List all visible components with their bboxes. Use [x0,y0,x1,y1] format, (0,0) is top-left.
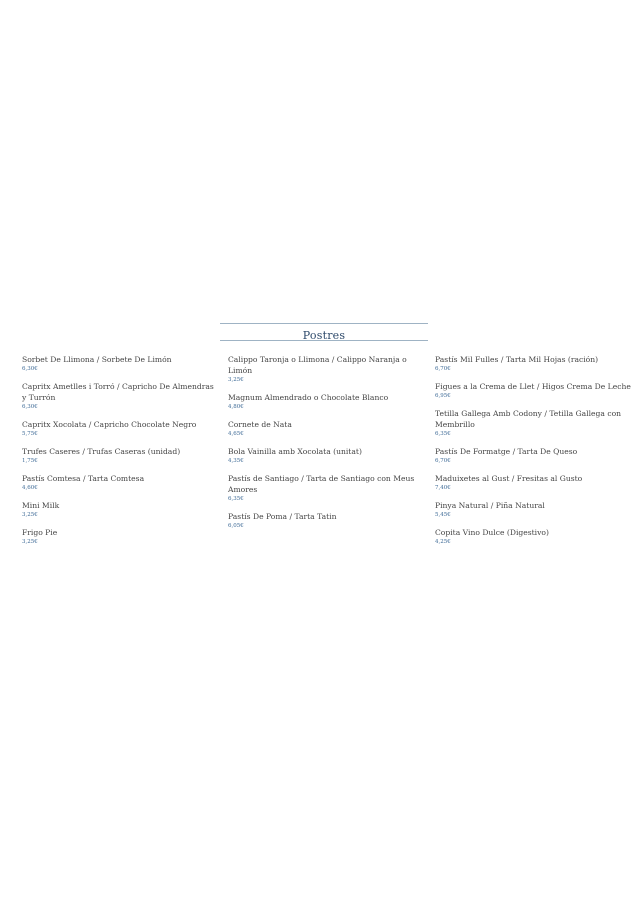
item-price: 6,30€ [22,366,38,372]
menu-column-1 [22,354,218,554]
menu-item [22,419,218,439]
item-name: Maduixetes al Gust / Fresitas al Gusto [435,474,583,483]
menu-item [435,500,631,520]
item-price: 6,35€ [228,496,244,502]
menu-item [22,527,218,547]
item-name: Pastís Mil Fulles / Tarta Mil Hojas (ración) [435,355,599,364]
item-price: 4,80€ [228,404,244,410]
menu-item [22,500,218,520]
menu-item [435,408,631,439]
item-name: Trufes Caseres / Trufas Caseras (unidad) [22,447,181,456]
item-name: Capritx Xocolata / Capricho Chocolate Negro [22,420,197,429]
menu-item [228,392,424,412]
item-price: 6,70€ [435,366,451,372]
item-name: Magnum Almendrado o Chocolate Blanco [228,393,389,402]
item-name: Tetilla Gallega Amb Codony / Tetilla Gallega con Membrillo [435,409,622,429]
menu-item [22,446,218,466]
item-name: Pastís De Poma / Tarta Tatin [228,512,337,521]
item-price: 4,25€ [435,539,451,545]
item-price: 6,35€ [435,431,451,437]
menu-item [228,511,424,531]
menu-item [228,473,424,504]
item-name: Pastís Comtesa / Tarta Comtesa [22,474,145,483]
item-price: 6,70€ [435,458,451,464]
item-price: 5,75€ [22,431,38,437]
item-name: Bola Vainilla amb Xocolata (unitat) [228,447,362,456]
item-name: Pastís De Formatge / Tarta De Queso [435,447,578,456]
menu-item [228,446,424,466]
menu-item [228,419,424,439]
menu-section-header [220,323,428,341]
menu-item [435,354,631,374]
menu-item [435,381,631,401]
menu-item [22,381,218,412]
item-name: Frigo Pie [22,528,58,537]
menu-column-3 [435,354,631,554]
item-name: Capritx Ametlles i Torró / Capricho De Almendras y Turrón [22,382,214,402]
section-title: Postres [302,329,346,342]
item-price: 3,25€ [228,377,244,383]
item-price: 4,60€ [22,485,38,491]
item-price: 5,45€ [435,512,451,518]
menu-item [435,446,631,466]
item-name: Pastís de Santiago / Tarta de Santiago con Meus Amores [228,474,415,494]
menu-item [228,354,424,385]
item-name: Sorbet De Llimona / Sorbete De Limón [22,355,172,364]
item-price: 7,40€ [435,485,451,491]
item-name: Mini Milk [22,501,60,510]
item-price: 3,25€ [22,539,38,545]
item-price: 4,65€ [228,431,244,437]
menu-item [22,354,218,374]
item-price: 1,75€ [22,458,38,464]
item-price: 6,30€ [22,404,38,410]
item-price: 6,05€ [228,523,244,529]
menu-item [435,527,631,547]
item-price: 3,25€ [22,512,38,518]
menu-column-2 [228,354,424,538]
item-name: Copita Vino Dulce (Digestivo) [435,528,549,537]
item-price: 6,95€ [435,393,451,399]
menu-item [435,473,631,493]
menu-item [22,473,218,493]
item-name: Pinya Natural / Piña Natural [435,501,545,510]
item-price: 4,35€ [228,458,244,464]
item-name: Cornete de Nata [228,420,292,429]
item-name: Figues a la Crema de Llet / Higos Crema De Leche [435,382,631,391]
item-name: Calippo Taronja o Llimona / Calippo Naranja o Limón [228,355,407,375]
